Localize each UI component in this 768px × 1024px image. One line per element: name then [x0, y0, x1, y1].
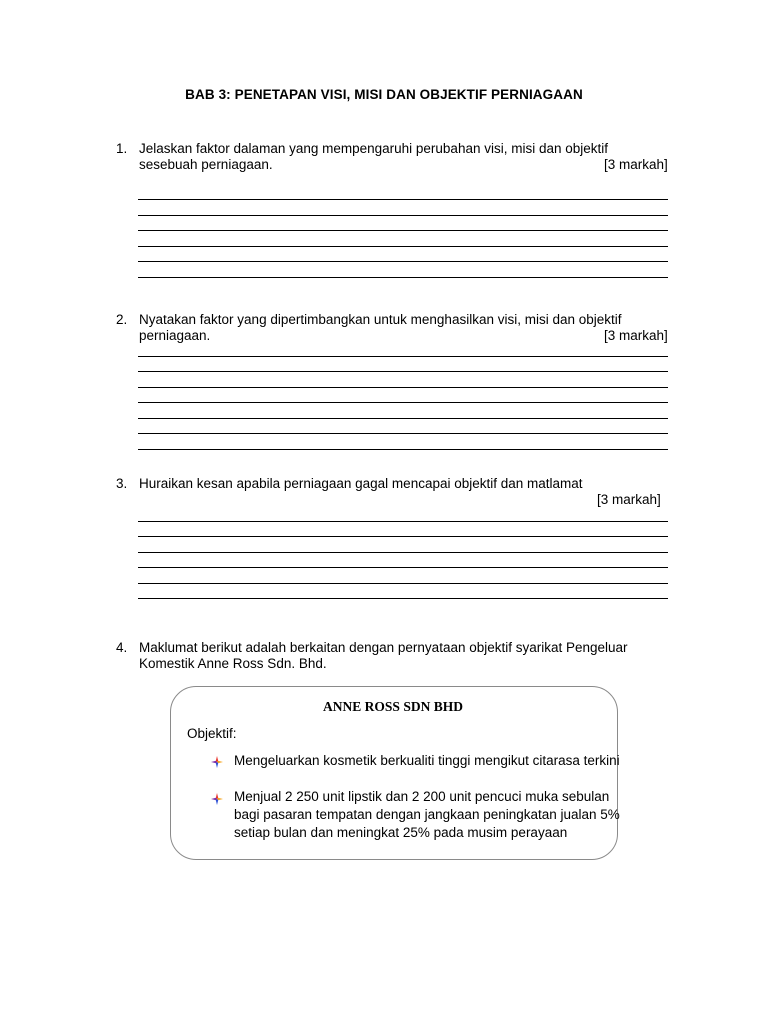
answer-line-q3-6	[138, 598, 668, 599]
question-1-marks: [3 markah]	[604, 157, 668, 172]
question-2-marks: [3 markah]	[604, 328, 668, 343]
answer-line-q2-2	[138, 371, 668, 372]
answer-line-q1-5	[138, 261, 668, 262]
question-1-number: 1.	[116, 141, 128, 156]
question-4-number: 4.	[116, 640, 128, 655]
page-title: BAB 3: PENETAPAN VISI, MISI DAN OBJEKTIF PERNIAGAAN	[185, 87, 583, 102]
question-3-marks: [3 markah]	[597, 492, 661, 507]
question-4-text-line2: Komestik Anne Ross Sdn. Bhd.	[139, 656, 327, 671]
answer-line-q2-3	[138, 387, 668, 388]
answer-line-q2-1	[138, 356, 668, 357]
objective-item-1: Mengeluarkan kosmetik berkualiti tinggi mengikut citarasa terkini	[234, 753, 620, 768]
answer-line-q2-6	[138, 433, 668, 434]
question-4-text-line1: Maklumat berikut adalah berkaitan dengan pernyataan objektif syarikat Pengeluar	[139, 640, 628, 655]
question-1-text-line1: Jelaskan faktor dalaman yang mempengaruhi perubahan visi, misi dan objektif	[139, 141, 609, 156]
answer-line-q3-1	[138, 521, 668, 522]
objective-item-2-line2: bagi pasaran tempatan dengan jangkaan peningkatan jualan 5%	[234, 807, 620, 822]
answer-line-q1-1	[138, 199, 668, 200]
diamond-bullet-icon	[210, 755, 224, 769]
objective-label: Objektif:	[187, 726, 237, 741]
company-name: ANNE ROSS SDN BHD	[323, 699, 463, 714]
answer-line-q2-7	[138, 449, 668, 450]
answer-line-q3-3	[138, 552, 668, 553]
diamond-bullet-icon	[210, 792, 224, 806]
objective-item-2-line1: Menjual 2 250 unit lipstik dan 2 200 unit pencuci muka sebulan	[234, 789, 610, 804]
answer-line-q3-5	[138, 583, 668, 584]
question-2-number: 2.	[116, 312, 128, 327]
answer-line-q2-4	[138, 402, 668, 403]
objective-item-2-line3: setiap bulan dan meningkat 25% pada musim perayaan	[234, 825, 568, 840]
answer-line-q1-6	[138, 277, 668, 278]
question-3-number: 3.	[116, 476, 128, 491]
question-2-text-line2: perniagaan.	[139, 328, 211, 343]
answer-line-q1-4	[138, 246, 668, 247]
answer-line-q2-5	[138, 418, 668, 419]
answer-line-q1-2	[138, 215, 668, 216]
question-1-text-line2: sesebuah perniagaan.	[139, 157, 273, 172]
question-3-text: Huraikan kesan apabila perniagaan gagal mencapai objektif dan matlamat	[139, 476, 583, 491]
answer-line-q1-3	[138, 230, 668, 231]
answer-line-q3-4	[138, 567, 668, 568]
answer-line-q3-2	[138, 536, 668, 537]
question-2-text-line1: Nyatakan faktor yang dipertimbangkan untuk menghasilkan visi, misi dan objektif	[139, 312, 622, 327]
